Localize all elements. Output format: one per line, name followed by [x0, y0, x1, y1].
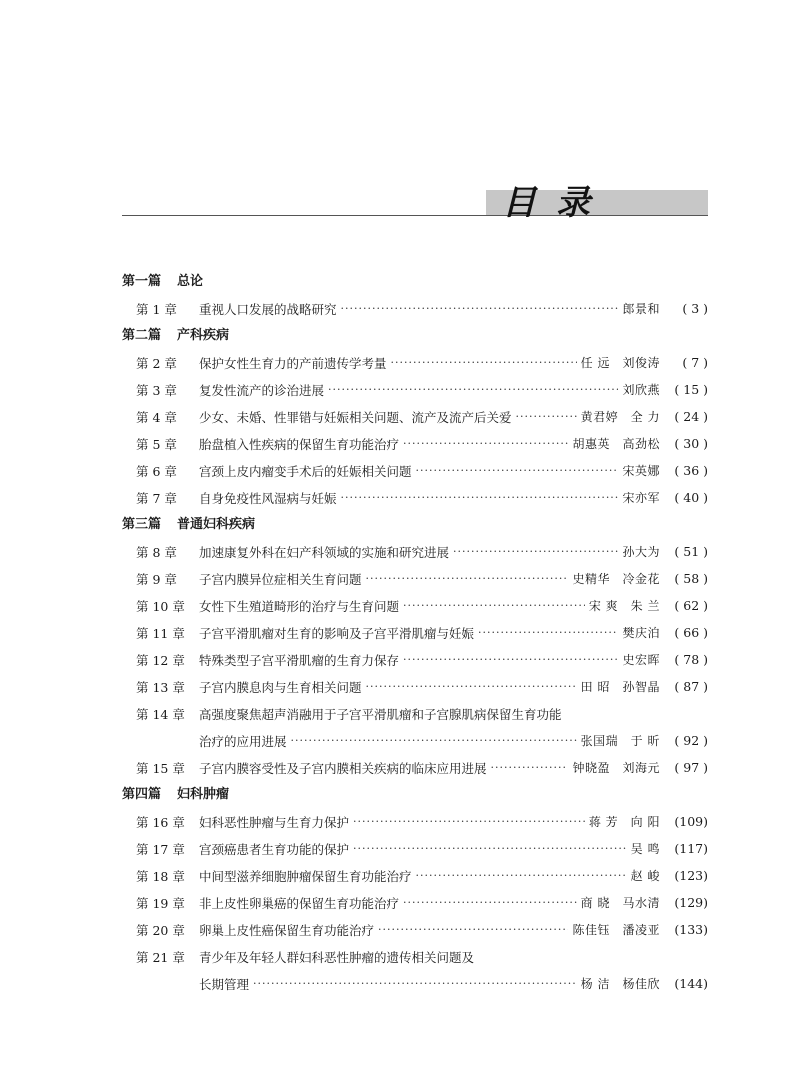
- part-label: 第二篇: [122, 328, 162, 343]
- leader-dots: [416, 869, 627, 882]
- leader-dots: [403, 896, 577, 909]
- page-number: ( 40 ): [674, 490, 708, 505]
- page-number: ( 3 ): [682, 301, 708, 316]
- part-heading: [122, 322, 708, 349]
- page-heading-area: [122, 175, 708, 223]
- chapter-authors: 史精华 冷金花: [572, 572, 660, 586]
- chapter-number: 第 11 章: [136, 625, 185, 641]
- toc-entry[interactable]: [122, 808, 708, 835]
- part-heading: [122, 268, 708, 295]
- leader-dots: [328, 383, 618, 396]
- page-number: (117): [674, 841, 708, 856]
- page-number: ( 24 ): [674, 409, 708, 424]
- chapter-authors: 任 远 刘俊涛: [580, 356, 660, 370]
- toc-entry[interactable]: [122, 970, 708, 997]
- page-number: ( 78 ): [674, 652, 708, 667]
- page-number: ( 51 ): [674, 544, 708, 559]
- leader-dots: [391, 356, 577, 369]
- chapter-authors: 宋亦军: [622, 491, 660, 505]
- leader-dots: [403, 653, 618, 666]
- chapter-authors: 田 昭 孙智晶: [580, 680, 660, 694]
- chapter-title: 治疗的应用进展: [199, 733, 287, 749]
- chapter-authors: 陈佳钰 潘凌亚: [572, 923, 660, 937]
- page-number: (129): [674, 895, 708, 910]
- chapter-authors: 史宏晖: [622, 653, 660, 667]
- leader-dots: [516, 410, 577, 423]
- leader-dots: [291, 734, 577, 747]
- page-number: ( 30 ): [674, 436, 708, 451]
- toc-entry[interactable]: [122, 673, 708, 700]
- chapter-number: 第 3 章: [136, 382, 177, 398]
- part-title: 产科疾病: [177, 328, 230, 343]
- chapter-title: 女性下生殖道畸形的治疗与生育问题: [199, 598, 400, 614]
- part-title: 妇科肿瘤: [177, 787, 230, 802]
- chapter-number: 第 4 章: [136, 409, 177, 425]
- chapter-number: 第 18 章: [136, 868, 185, 884]
- chapter-title: 子宫内膜异位症相关生育问题: [199, 571, 362, 587]
- chapter-title: 妇科恶性肿瘤与生育力保护: [199, 814, 350, 830]
- chapter-title: 子宫内膜息肉与生育相关问题: [199, 679, 362, 695]
- page-number: ( 15 ): [674, 382, 708, 397]
- page-number: (144): [674, 976, 708, 991]
- chapter-authors: 吴 鸣: [630, 842, 660, 856]
- chapter-title: 高强度聚焦超声消融用于子宫平滑肌瘤和子宫腺肌病保留生育功能: [199, 706, 562, 722]
- toc-entry[interactable]: [122, 700, 708, 727]
- leader-dots: [403, 599, 585, 612]
- chapter-number: 第 15 章: [136, 760, 185, 776]
- page-number: ( 58 ): [674, 571, 708, 586]
- toc-entry[interactable]: [122, 916, 708, 943]
- page-number: ( 62 ): [674, 598, 708, 613]
- leader-dots: [416, 464, 619, 477]
- toc-entry[interactable]: [122, 619, 708, 646]
- toc-entry[interactable]: [122, 295, 708, 322]
- page-number: (123): [674, 868, 708, 883]
- toc-entry[interactable]: [122, 457, 708, 484]
- chapter-title: 宫颈癌患者生育功能的保护: [199, 841, 350, 857]
- part-label: 第三篇: [122, 517, 162, 532]
- chapter-title: 自身免疫性风湿病与妊娠: [199, 490, 337, 506]
- leader-dots: [378, 923, 568, 936]
- page-number: ( 66 ): [674, 625, 708, 640]
- chapter-number: 第 20 章: [136, 922, 185, 938]
- chapter-title: 非上皮性卵巢癌的保留生育功能治疗: [199, 895, 400, 911]
- toc-entry[interactable]: [122, 646, 708, 673]
- page-number: (109): [674, 814, 708, 829]
- chapter-authors: 杨 洁 杨佳欣: [580, 977, 660, 991]
- chapter-authors: 刘欣燕: [622, 383, 660, 397]
- chapter-title: 少女、未婚、性罪错与妊娠相关问题、流产及流产后关爱: [199, 409, 512, 425]
- toc-entry[interactable]: [122, 349, 708, 376]
- chapter-authors: 郎景和: [622, 302, 660, 316]
- leader-dots: [341, 302, 619, 315]
- leader-dots: [366, 572, 569, 585]
- page-number: ( 36 ): [674, 463, 708, 478]
- table-of-contents: [122, 268, 708, 997]
- toc-entry[interactable]: [122, 862, 708, 889]
- toc-entry[interactable]: [122, 538, 708, 565]
- chapter-authors: 蒋 芳 向 阳: [588, 815, 660, 829]
- leader-dots: [366, 680, 577, 693]
- leader-dots: [341, 491, 619, 504]
- leader-dots: [478, 626, 618, 639]
- chapter-authors: 张国瑞 于 昕: [580, 734, 660, 748]
- chapter-authors: 黄君婷 全 力: [580, 410, 660, 424]
- chapter-authors: 宋英娜: [622, 464, 660, 478]
- chapter-title: 卵巢上皮性癌保留生育功能治疗: [199, 922, 375, 938]
- chapter-title: 胎盘植入性疾病的保留生育功能治疗: [199, 436, 400, 452]
- chapter-number: 第 21 章: [136, 949, 185, 965]
- chapter-title: 青少年及年轻人群妇科恶性肿瘤的遗传相关问题及: [199, 949, 475, 965]
- chapter-authors: 钟晓盈 刘海元: [572, 761, 660, 775]
- page-number: ( 87 ): [674, 679, 708, 694]
- toc-entry[interactable]: [122, 565, 708, 592]
- toc-entry[interactable]: [122, 484, 708, 511]
- part-heading: [122, 781, 708, 808]
- chapter-title: 子宫内膜容受性及子宫内膜相关疾病的临床应用进展: [199, 760, 487, 776]
- page-number: ( 97 ): [674, 760, 708, 775]
- chapter-number: 第 19 章: [136, 895, 185, 911]
- chapter-number: 第 9 章: [136, 571, 177, 587]
- leader-dots: [353, 815, 585, 828]
- chapter-authors: 商 晓 马水清: [580, 896, 660, 910]
- toc-entry[interactable]: [122, 943, 708, 970]
- chapter-number: 第 5 章: [136, 436, 177, 452]
- chapter-authors: 宋 爽 朱 兰: [588, 599, 660, 613]
- chapter-number: 第 2 章: [136, 355, 177, 371]
- toc-entry[interactable]: [122, 376, 708, 403]
- chapter-number: 第 13 章: [136, 679, 185, 695]
- page-title: 目录: [502, 183, 610, 223]
- chapter-authors: 孙大为: [622, 545, 660, 559]
- chapter-title: 子宫平滑肌瘤对生育的影响及子宫平滑肌瘤与妊娠: [199, 625, 475, 641]
- toc-entry[interactable]: [122, 727, 708, 754]
- toc-entry[interactable]: [122, 889, 708, 916]
- chapter-authors: 樊庆泊: [622, 626, 660, 640]
- chapter-number: 第 8 章: [136, 544, 177, 560]
- leader-dots: [453, 545, 618, 558]
- toc-entry[interactable]: [122, 403, 708, 430]
- leader-dots: [403, 437, 568, 450]
- leader-dots: [353, 842, 627, 855]
- toc-entry[interactable]: [122, 430, 708, 457]
- toc-entry[interactable]: [122, 835, 708, 862]
- heading-rule: [122, 215, 708, 216]
- leader-dots: [253, 977, 577, 990]
- part-label: 第四篇: [122, 787, 162, 802]
- part-title: 普通妇科疾病: [177, 517, 256, 532]
- chapter-number: 第 16 章: [136, 814, 185, 830]
- part-label: 第一篇: [122, 274, 162, 289]
- chapter-number: 第 1 章: [136, 301, 177, 317]
- page-number: ( 92 ): [674, 733, 708, 748]
- toc-entry[interactable]: [122, 592, 708, 619]
- chapter-title: 保护女性生育力的产前遗传学考量: [199, 355, 387, 371]
- chapter-authors: 胡惠英 高劲松: [572, 437, 660, 451]
- chapter-number: 第 7 章: [136, 490, 177, 506]
- chapter-number: 第 12 章: [136, 652, 185, 668]
- chapter-number: 第 10 章: [136, 598, 185, 614]
- chapter-authors: 赵 峻: [630, 869, 660, 883]
- part-heading: [122, 511, 708, 538]
- chapter-title: 长期管理: [199, 976, 250, 992]
- chapter-title: 加速康复外科在妇产科领域的实施和研究进展: [199, 544, 450, 560]
- leader-dots: [491, 761, 569, 774]
- chapter-number: 第 14 章: [136, 706, 185, 722]
- page-number: ( 7 ): [682, 355, 708, 370]
- chapter-title: 中间型滋养细胞肿瘤保留生育功能治疗: [199, 868, 412, 884]
- chapter-title: 复发性流产的诊治进展: [199, 382, 325, 398]
- chapter-number: 第 6 章: [136, 463, 177, 479]
- chapter-title: 宫颈上皮内瘤变手术后的妊娠相关问题: [199, 463, 412, 479]
- chapter-title: 重视人口发展的战略研究: [199, 301, 337, 317]
- part-title: 总论: [177, 274, 204, 289]
- toc-entry[interactable]: [122, 754, 708, 781]
- chapter-title: 特殊类型子宫平滑肌瘤的生育力保存: [199, 652, 400, 668]
- chapter-number: 第 17 章: [136, 841, 185, 857]
- page-number: (133): [674, 922, 708, 937]
